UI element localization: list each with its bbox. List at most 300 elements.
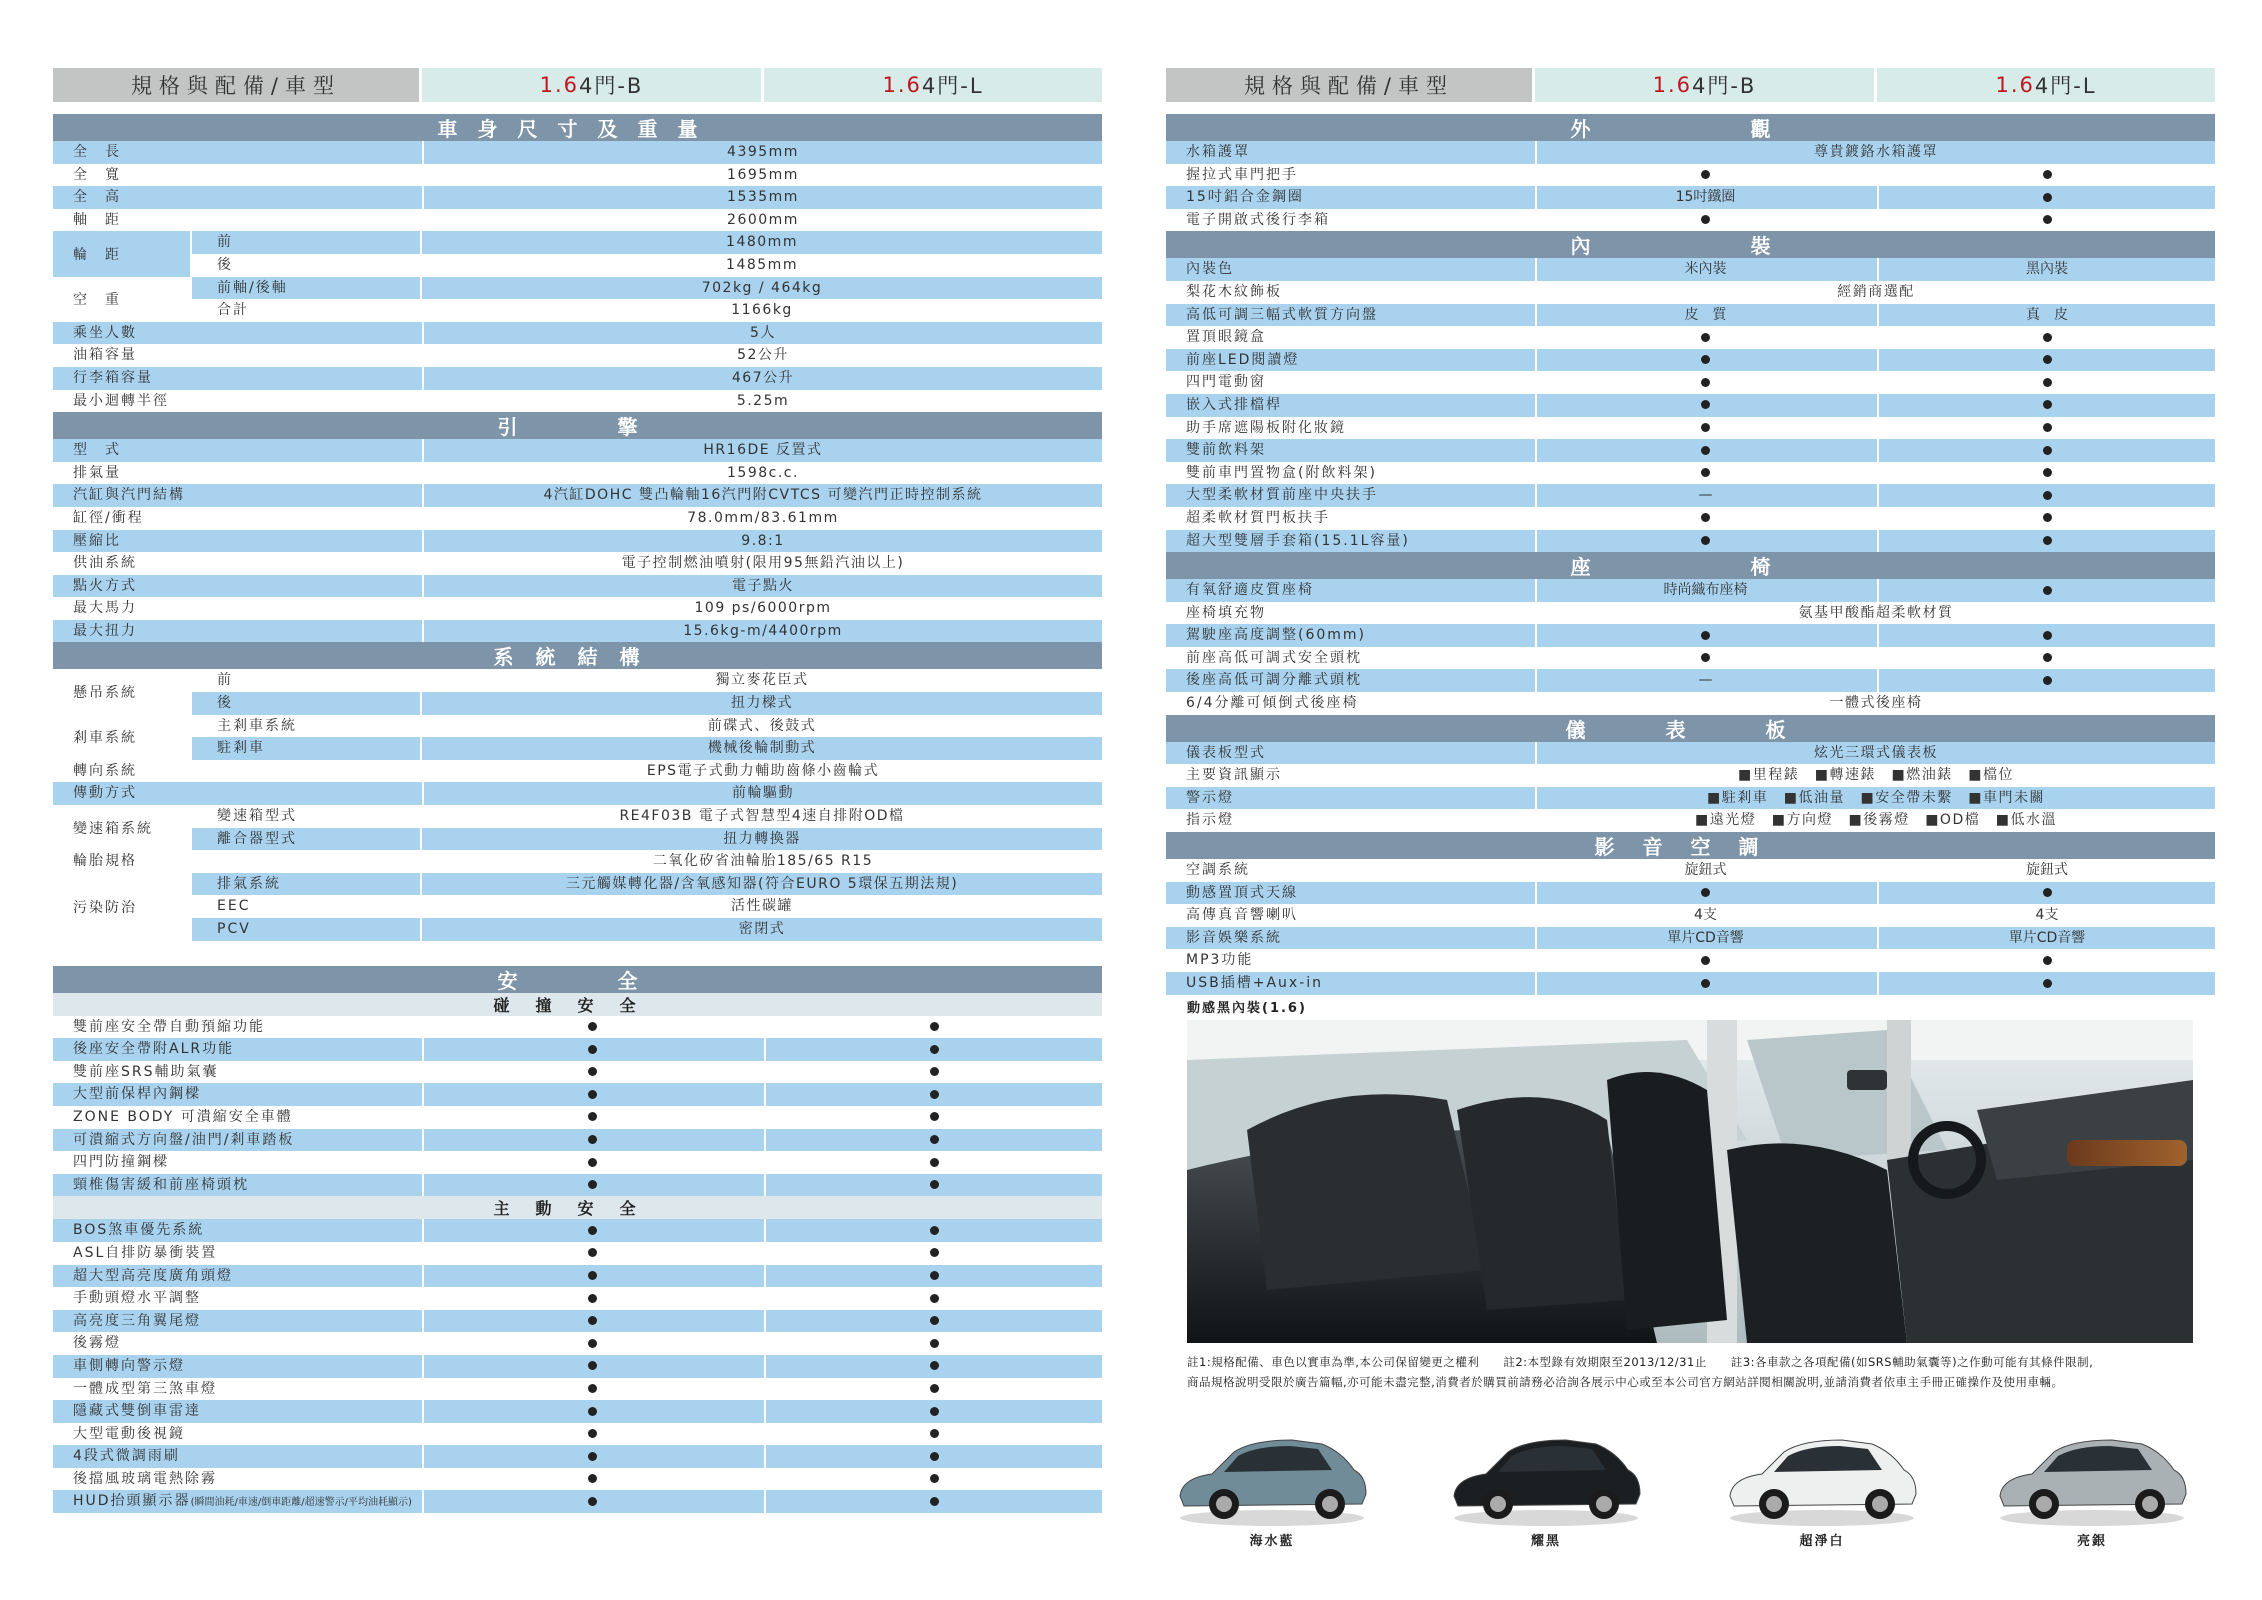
standard-dot-icon (2043, 333, 2052, 342)
table-group (53, 873, 1102, 941)
table-row (53, 1355, 1102, 1378)
row-value: 獨立麥花臣式 (420, 669, 1102, 692)
row-value: 扭力轉換器 (420, 828, 1102, 851)
standard-dot-icon (1701, 400, 1710, 409)
row-label: 儀表板型式 (1186, 744, 1266, 761)
row-value (1535, 394, 1874, 417)
table-row (53, 462, 1102, 485)
row-label: 最大馬力 (73, 600, 137, 617)
row-value (1877, 669, 2215, 692)
standard-dot-icon (588, 1067, 597, 1076)
row-value (1535, 326, 1874, 349)
table-row (53, 1151, 1102, 1174)
row-label: USB插槽+Aux-in (1186, 975, 1324, 991)
row-value (422, 1265, 761, 1288)
row-label: 水箱護罩 (1186, 144, 1250, 160)
standard-dot-icon (930, 1180, 939, 1189)
standard-dot-icon (588, 1497, 597, 1506)
standard-dot-icon (930, 1045, 939, 1054)
standard-dot-icon (2043, 446, 2052, 455)
row-value: 電子點火 (422, 575, 1102, 598)
standard-dot-icon (588, 1090, 597, 1099)
table-row (53, 1468, 1102, 1491)
color-name-label: 超淨白 (1799, 1534, 1845, 1549)
table-row (1166, 439, 2215, 462)
row-value (1535, 530, 1874, 553)
feature-label: 超大型高亮度廣角頭燈 (73, 1267, 233, 1284)
feature-label: 4段式微調雨刷 (73, 1448, 180, 1465)
section-title-meter: 儀 表 板 (1166, 715, 2215, 742)
standard-dot-icon (588, 1407, 597, 1416)
section-title-av: 影音空調 (1166, 832, 2215, 859)
standard-dot-icon (930, 1294, 939, 1303)
standard-dot-icon (1701, 170, 1710, 179)
feature-label: 隱藏式雙倒車雷達 (73, 1403, 201, 1420)
interior-photo (1187, 1020, 2193, 1343)
standard-dot-icon (1701, 355, 1710, 364)
table-row (53, 1242, 1102, 1265)
row-value (422, 1400, 761, 1423)
table-row (1166, 647, 2215, 670)
group-label: 剎車系統 (53, 715, 192, 760)
sedan-icon (1722, 1418, 1922, 1530)
standard-dot-icon (2043, 468, 2052, 477)
row-value: 單片CD音響 (1535, 927, 1874, 950)
row-value (764, 1151, 1102, 1174)
row-label: 全 高 (73, 189, 121, 206)
row-value (764, 1242, 1102, 1265)
standard-dot-icon (930, 1497, 939, 1506)
row-value (422, 1016, 761, 1039)
sedan-icon (1172, 1418, 1372, 1530)
row-value (764, 1310, 1102, 1333)
standard-dot-icon (2043, 888, 2052, 897)
table-group (53, 805, 1102, 850)
row-label: 排氣系統 (217, 875, 281, 892)
standard-dot-icon (588, 1271, 597, 1280)
row-value (764, 1219, 1102, 1242)
row-value (1877, 371, 2215, 394)
row-label: HUD抬頭顯示器(瞬間油耗/車速/倒車距離/超速警示/平均油耗顯示) (73, 1493, 412, 1510)
row-label: 轉向系統 (73, 762, 137, 779)
row-value (764, 1038, 1102, 1061)
row-value (1877, 972, 2215, 995)
row-value: 1485mm (420, 254, 1102, 277)
row-value (1535, 624, 1874, 647)
feature-label: 超大型雙層手套箱(15.1L容量) (1186, 532, 1410, 549)
row-value (764, 1287, 1102, 1310)
row-value (764, 1265, 1102, 1288)
feature-label: 四門防撞鋼樑 (73, 1154, 169, 1171)
row-value: 三元觸媒轉化器/含氧感知器(符合EURO 5環保五期法規) (420, 873, 1102, 896)
row-label: 全 長 (73, 144, 121, 160)
table-row (53, 760, 1102, 783)
table-group (53, 669, 1102, 714)
table-row (53, 782, 1102, 805)
section-title-engine: 引 擎 (53, 412, 1102, 439)
row-value: 1166kg (420, 299, 1102, 322)
row-value (1535, 349, 1874, 372)
standard-dot-icon (588, 1452, 597, 1461)
row-label: 電子開啟式後行李箱 (1186, 211, 1330, 228)
row-label: 變速箱型式 (217, 808, 297, 825)
row-label: 動感置頂式天線 (1186, 884, 1298, 901)
row-label: 行李箱容量 (73, 369, 153, 386)
table-row (1166, 579, 2215, 602)
table-row (1166, 326, 2215, 349)
row-value (422, 1174, 761, 1197)
table-row (53, 1174, 1102, 1197)
standard-dot-icon (588, 1361, 597, 1370)
row-value (1877, 530, 2215, 553)
car-swatch (1446, 1418, 1646, 1530)
row-label: 握拉式車門把手 (1186, 166, 1298, 183)
feature-label: 前座LED閱讀燈 (1186, 351, 1300, 368)
feature-label: 嵌入式排檔桿 (1186, 396, 1282, 413)
standard-dot-icon (1701, 468, 1710, 477)
table-group (53, 277, 1102, 322)
table-row (53, 1083, 1102, 1106)
header-model-l: 1.6 4門-L (764, 68, 1102, 102)
photo-caption: 動感黑內裝(1.6) (1187, 1001, 1307, 1016)
table-row (1166, 692, 2215, 715)
feature-label: 大型前保桿內鋼樑 (73, 1086, 201, 1103)
row-label: 供油系統 (73, 555, 137, 572)
color-name-label: 耀黑 (1530, 1534, 1561, 1549)
group-label: 輪 距 (53, 231, 192, 276)
standard-dot-icon (930, 1429, 939, 1438)
feature-label: 一體成型第三煞車燈 (73, 1380, 217, 1397)
row-value (764, 1490, 1102, 1513)
table-row (53, 1490, 1102, 1513)
row-value: 經銷商選配 (1535, 281, 2215, 304)
row-value (422, 1242, 761, 1265)
row-label: 全 寬 (73, 166, 121, 183)
standard-dot-icon (930, 1226, 939, 1235)
sedan-icon (1992, 1418, 2192, 1530)
standard-dot-icon (588, 1474, 597, 1483)
feature-label: 頸椎傷害緩和前座椅頭枕 (73, 1176, 249, 1193)
standard-dot-icon (930, 1135, 939, 1144)
row-label: 傳動方式 (73, 785, 137, 802)
table-row (53, 1400, 1102, 1423)
row-label: 主要資訊顯示 (1186, 767, 1282, 784)
row-value (422, 1151, 761, 1174)
feature-label: 後擋風玻璃電熱除霧 (73, 1470, 217, 1487)
row-label: 輪胎規格 (73, 853, 137, 870)
row-value: 2600mm (422, 209, 1102, 232)
standard-dot-icon (930, 1022, 939, 1031)
standard-dot-icon (588, 1045, 597, 1054)
standard-dot-icon (2043, 400, 2052, 409)
table-row (1166, 949, 2215, 972)
row-value: 4支 (1877, 904, 2215, 927)
row-value: 5.25m (422, 390, 1102, 413)
footnote-line: 商品規格說明受限於廣告篇幅,亦可能未盡完整,消費者於購買前請務必洽詢各展示中心或至本公司官方網站詳閱相關說明,並請消費者依車主手冊正確操作及使用車輛。 (1187, 1375, 2064, 1389)
row-label: 乘坐人數 (73, 324, 137, 341)
row-value (422, 1310, 761, 1333)
standard-dot-icon (1701, 215, 1710, 224)
feature-label: 雙前飲料架 (1186, 442, 1266, 459)
row-label: 後 (217, 256, 233, 273)
table-row (1166, 972, 2215, 995)
table-row (53, 1445, 1102, 1468)
row-label: 6/4分離可傾倒式後座椅 (1186, 695, 1359, 712)
row-value: 氨基甲酸酯超柔軟材質 (1535, 602, 2215, 625)
standard-dot-icon (1701, 446, 1710, 455)
row-value (764, 1083, 1102, 1106)
color-name-label: 亮銀 (2076, 1534, 2107, 1549)
feature-label: 後霧燈 (73, 1335, 121, 1352)
feature-label: 後座安全帶附ALR功能 (73, 1041, 235, 1058)
table-row (53, 1378, 1102, 1401)
row-value (1877, 624, 2215, 647)
row-label: 離合器型式 (217, 830, 297, 847)
row-value (1877, 394, 2215, 417)
table-row (53, 1129, 1102, 1152)
table-row (53, 530, 1102, 553)
table-row (1166, 209, 2215, 232)
table-row (1166, 764, 2215, 787)
row-value: 467公升 (422, 367, 1102, 390)
table-row (53, 1332, 1102, 1355)
row-value: 702kg / 464kg (420, 277, 1102, 300)
row-value: 4395mm (422, 141, 1102, 164)
row-value: 1598c.c. (422, 462, 1102, 485)
table-row (53, 1310, 1102, 1333)
row-value (1535, 439, 1874, 462)
table-group (53, 715, 1102, 760)
row-value (1877, 579, 2215, 602)
table-row (53, 1038, 1102, 1061)
table-group (53, 231, 1102, 276)
feature-label: 超柔軟材質門板扶手 (1186, 509, 1330, 526)
standard-dot-icon (930, 1474, 939, 1483)
section-title-dimensions: 車身尺寸及重量 (53, 114, 1102, 141)
row-label: 內裝色 (1186, 261, 1234, 278)
row-label: 排氣量 (73, 464, 121, 481)
row-value: 109 ps/6000rpm (422, 597, 1102, 620)
standard-dot-icon (588, 1112, 597, 1121)
group-label: 變速箱系統 (53, 805, 192, 850)
row-value: HR16DE 反置式 (422, 439, 1102, 462)
standard-dot-icon (2043, 536, 2052, 545)
table-row (1166, 624, 2215, 647)
table-row (1166, 904, 2215, 927)
table-row (53, 1061, 1102, 1084)
row-value (1877, 349, 2215, 372)
table-row (1166, 882, 2215, 905)
row-label: 高傳真音響喇叭 (1186, 907, 1298, 924)
feature-label: 大型柔軟材質前座中央扶手 (1186, 487, 1378, 504)
row-value (1535, 371, 1874, 394)
standard-dot-icon (588, 1248, 597, 1257)
standard-dot-icon (2043, 586, 2052, 595)
row-value (422, 1083, 761, 1106)
row-value (764, 1174, 1102, 1197)
row-label: 前 (217, 234, 233, 251)
standard-dot-icon (1701, 956, 1710, 965)
table-row (1166, 669, 2215, 692)
row-label: PCV (217, 921, 251, 937)
standard-dot-icon (588, 1135, 597, 1144)
row-label: 指示燈 (1186, 812, 1234, 829)
standard-dot-icon (588, 1339, 597, 1348)
table-row (1166, 349, 2215, 372)
row-value: 單片CD音響 (1877, 927, 2215, 950)
row-label: 高低可調三幅式軟質方向盤 (1186, 306, 1378, 323)
feature-label: 助手席遮陽板附化妝鏡 (1186, 419, 1346, 436)
table-row (53, 209, 1102, 232)
row-label: 駐剎車 (217, 740, 265, 757)
car-swatch (1722, 1418, 1922, 1530)
feature-label: 手動頭燈水平調整 (73, 1290, 201, 1307)
standard-dot-icon (930, 1158, 939, 1167)
row-value (1535, 972, 1874, 995)
row-value: ■里程錶 ■轉速錶 ■燃油錶 ■檔位 (1535, 764, 2215, 787)
header-model-b: 1.6 4門-B (1535, 68, 1874, 102)
table-row (1166, 371, 2215, 394)
row-value (764, 1355, 1102, 1378)
row-value: 15.6kg-m/4400rpm (422, 620, 1102, 643)
row-label: 油箱容量 (73, 347, 137, 364)
row-label: 後座高低可調分離式頭枕 (1186, 672, 1362, 689)
group-label: 空 重 (53, 277, 192, 322)
feature-label: ZONE BODY 可潰縮安全車體 (73, 1108, 293, 1125)
car-swatch (1992, 1418, 2192, 1530)
row-value (1877, 417, 2215, 440)
row-value: 皮 質 (1535, 304, 1874, 327)
table-row (1166, 507, 2215, 530)
row-label: 梨花木紋飾板 (1186, 283, 1282, 300)
row-label: 前軸/後軸 (217, 279, 288, 296)
table-row (53, 322, 1102, 345)
row-value (1535, 882, 1874, 905)
standard-dot-icon (1701, 333, 1710, 342)
standard-dot-icon (2043, 355, 2052, 364)
standard-dot-icon (930, 1339, 939, 1348)
section-title-interior: 內 裝 (1166, 231, 2215, 258)
spec-table-left (53, 68, 1102, 1513)
table-row (1166, 787, 2215, 810)
spec-table-right (1166, 68, 2215, 995)
standard-dot-icon (2043, 956, 2052, 965)
row-value (422, 1287, 761, 1310)
row-label: MP3功能 (1186, 952, 1254, 969)
row-value (1877, 647, 2215, 670)
table-row (1166, 530, 2215, 553)
row-value: 米內裝 (1535, 258, 1874, 281)
row-value (422, 1423, 761, 1446)
row-label: 前 (217, 672, 233, 689)
row-value: 真 皮 (1877, 304, 2215, 327)
feature-label: ASL自排防暴衝裝置 (73, 1244, 218, 1261)
standard-dot-icon (588, 1316, 597, 1325)
table-row (53, 507, 1102, 530)
row-value: 4汽缸DOHC 雙凸輪軸16汽門附CVTCS 可變汽門正時控制系統 (422, 484, 1102, 507)
standard-dot-icon (930, 1067, 939, 1076)
row-value: ■駐剎車 ■低油量 ■安全帶未繫 ■車門未關 (1535, 787, 2215, 810)
row-value (422, 1332, 761, 1355)
section-title-safety: 安 全 (53, 966, 1102, 993)
row-value: 電子控制燃油噴射(限用95無鉛汽油以上) (422, 552, 1102, 575)
table-row (53, 344, 1102, 367)
standard-dot-icon (2043, 631, 2052, 640)
row-value: 15吋鐵圈 (1535, 186, 1874, 209)
row-label: 駕駛座高度調整(60mm) (1186, 627, 1367, 644)
table-row (53, 1219, 1102, 1242)
row-value: EPS電子式動力輔助齒條小齒輪式 (422, 760, 1102, 783)
table-row (1166, 164, 2215, 187)
row-value (764, 1129, 1102, 1152)
row-value: 前碟式、後鼓式 (420, 715, 1102, 738)
row-label: 前座高低可調式安全頭枕 (1186, 649, 1362, 666)
row-value: — (1535, 484, 1874, 507)
row-value: 5人 (422, 322, 1102, 345)
row-value (764, 1061, 1102, 1084)
row-label: 座椅填充物 (1186, 604, 1266, 621)
row-value (1877, 462, 2215, 485)
row-value (1535, 507, 1874, 530)
table-row (53, 1287, 1102, 1310)
row-value (764, 1378, 1102, 1401)
table-row (1166, 281, 2215, 304)
row-value (422, 1129, 761, 1152)
standard-dot-icon (1701, 653, 1710, 662)
standard-dot-icon (2043, 193, 2052, 202)
row-label: 合計 (217, 302, 249, 319)
table-row (53, 141, 1102, 164)
table-row (1166, 859, 2215, 882)
table-row (1166, 742, 2215, 765)
section-title-exterior: 外 觀 (1166, 114, 2215, 141)
standard-dot-icon (2043, 215, 2052, 224)
table-row (53, 164, 1102, 187)
row-value: 前輪驅動 (422, 782, 1102, 805)
row-value (1877, 439, 2215, 462)
standard-dot-icon (588, 1180, 597, 1189)
standard-dot-icon (930, 1112, 939, 1121)
group-label: 懸吊系統 (53, 669, 192, 714)
row-value: 密閉式 (420, 918, 1102, 941)
table-row (53, 186, 1102, 209)
row-value: 扭力樑式 (420, 692, 1102, 715)
standard-dot-icon (2043, 676, 2052, 685)
table-row (53, 390, 1102, 413)
table-row (53, 552, 1102, 575)
feature-label: BOS煞車優先系統 (73, 1222, 205, 1239)
row-value (422, 1490, 761, 1513)
row-label: 空調系統 (1186, 862, 1250, 879)
row-label: 軸 距 (73, 211, 121, 228)
row-value (422, 1445, 761, 1468)
feature-label: 可潰縮式方向盤/油門/剎車踏板 (73, 1131, 295, 1148)
header-model-l: 1.6 4門-L (1877, 68, 2215, 102)
standard-dot-icon (930, 1271, 939, 1280)
table-row (53, 1265, 1102, 1288)
standard-dot-icon (930, 1248, 939, 1257)
row-value (422, 1219, 761, 1242)
row-value: 1695mm (422, 164, 1102, 187)
table-row (1166, 141, 2215, 164)
header-label: 規格與配備/車型 (53, 68, 419, 102)
feature-label: 置頂眼鏡盒 (1186, 329, 1266, 346)
standard-dot-icon (1701, 631, 1710, 640)
standard-dot-icon (588, 1022, 597, 1031)
row-value: 二氧化矽省油輪胎185/65 R15 (422, 850, 1102, 873)
row-value (422, 1038, 761, 1061)
row-value (1877, 164, 2215, 187)
